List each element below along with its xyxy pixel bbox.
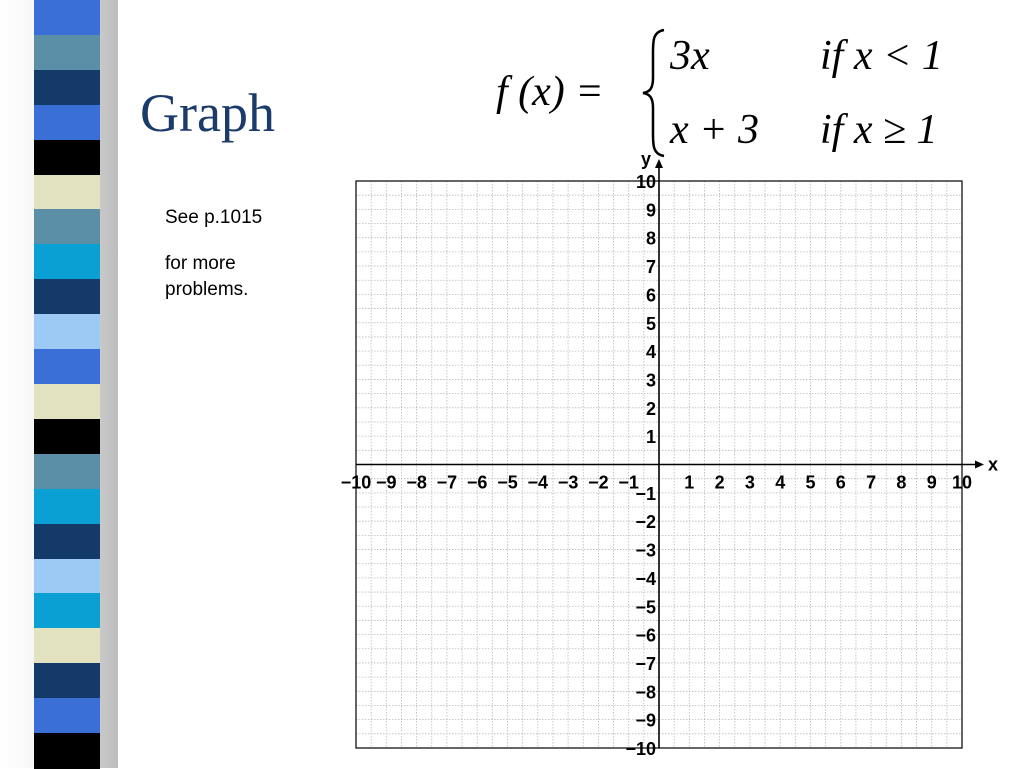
y-tick-label: −8 [635,682,656,703]
x-tick-label: −3 [557,472,579,493]
decorative-stripe [34,698,100,734]
decorative-stripe-band [34,0,100,768]
decorative-stripe [34,175,100,211]
decorative-stripe [34,524,100,560]
decorative-stripe [34,0,100,36]
x-tick-label: 9 [926,472,937,493]
decorative-stripe [34,70,100,106]
x-tick-label: 4 [775,472,786,493]
slide-title: Graph [140,83,275,143]
decorative-stripe [34,314,100,350]
decorative-stripe [34,454,100,490]
x-axis-arrowhead [975,461,984,469]
y-tick-label: 3 [645,370,656,391]
curly-brace [640,28,668,158]
y-tick-label: 4 [645,342,656,363]
x-axis-label: x [988,454,999,475]
y-tick-label: −4 [635,568,656,589]
y-tick-label: 2 [645,398,656,419]
x-tick-label: 1 [684,472,695,493]
y-tick-label: 1 [645,427,656,448]
decorative-stripe [34,489,100,525]
function-lhs: f (x) = [496,69,604,115]
x-tick-label: 10 [951,472,973,493]
decorative-stripe [34,35,100,71]
piece1-expression: 3x [670,33,710,79]
x-tick-label: −7 [436,472,458,493]
decorative-stripe [34,733,100,769]
y-tick-label: −3 [635,540,656,561]
x-tick-label: 6 [835,472,846,493]
x-tick-label: −4 [527,472,549,493]
y-tick-label: 9 [645,200,656,221]
x-tick-label: 3 [744,472,755,493]
decorative-stripe [34,419,100,455]
piecewise-function-formula [490,10,980,160]
decorative-stripe [34,384,100,420]
y-tick-label: −6 [635,625,656,646]
coordinate-grid [300,140,1020,768]
y-tick-label: 7 [645,257,656,278]
y-axis-label: y [641,149,652,169]
y-tick-label: 5 [645,313,656,334]
piece2-condition: if x ≥ 1 [820,107,938,153]
decorative-stripe [34,279,100,315]
x-tick-label: −9 [376,472,397,493]
more-problems-note: for more problems. [165,253,249,300]
x-tick-label: −5 [497,472,518,493]
y-tick-label: −5 [635,597,656,618]
decorative-stripe [34,628,100,664]
decorative-stripe [34,593,100,629]
x-tick-label: 7 [866,472,877,493]
y-tick-label: −1 [635,483,656,504]
reference-note: See p.1015 [165,207,263,228]
x-tick-label: 5 [805,472,816,493]
x-tick-label: −1 [618,472,639,493]
y-axis-arrowhead [655,159,663,168]
x-tick-label: −8 [406,472,427,493]
y-tick-label: −10 [625,739,656,759]
piece2-expression: x + 3 [670,107,759,153]
y-tick-label: 6 [645,285,656,306]
decorative-stripe [34,244,100,280]
y-tick-label: −2 [635,512,656,533]
y-tick-label: −7 [635,653,656,674]
decorative-stripe [34,209,100,245]
piece1-condition: if x < 1 [820,33,943,79]
x-tick-label: −2 [588,472,609,493]
y-tick-label: 8 [645,228,656,249]
decorative-stripe [34,559,100,595]
decorative-stripe [34,349,100,385]
y-tick-label: −9 [635,710,656,731]
decorative-stripe [34,663,100,699]
x-tick-label: 2 [714,472,725,493]
decorative-stripe [34,140,100,176]
decorative-stripe [34,105,100,141]
x-tick-label: −10 [340,472,372,493]
x-tick-label: −6 [466,472,488,493]
x-tick-label: 8 [896,472,907,493]
y-tick-label: 10 [635,172,656,192]
